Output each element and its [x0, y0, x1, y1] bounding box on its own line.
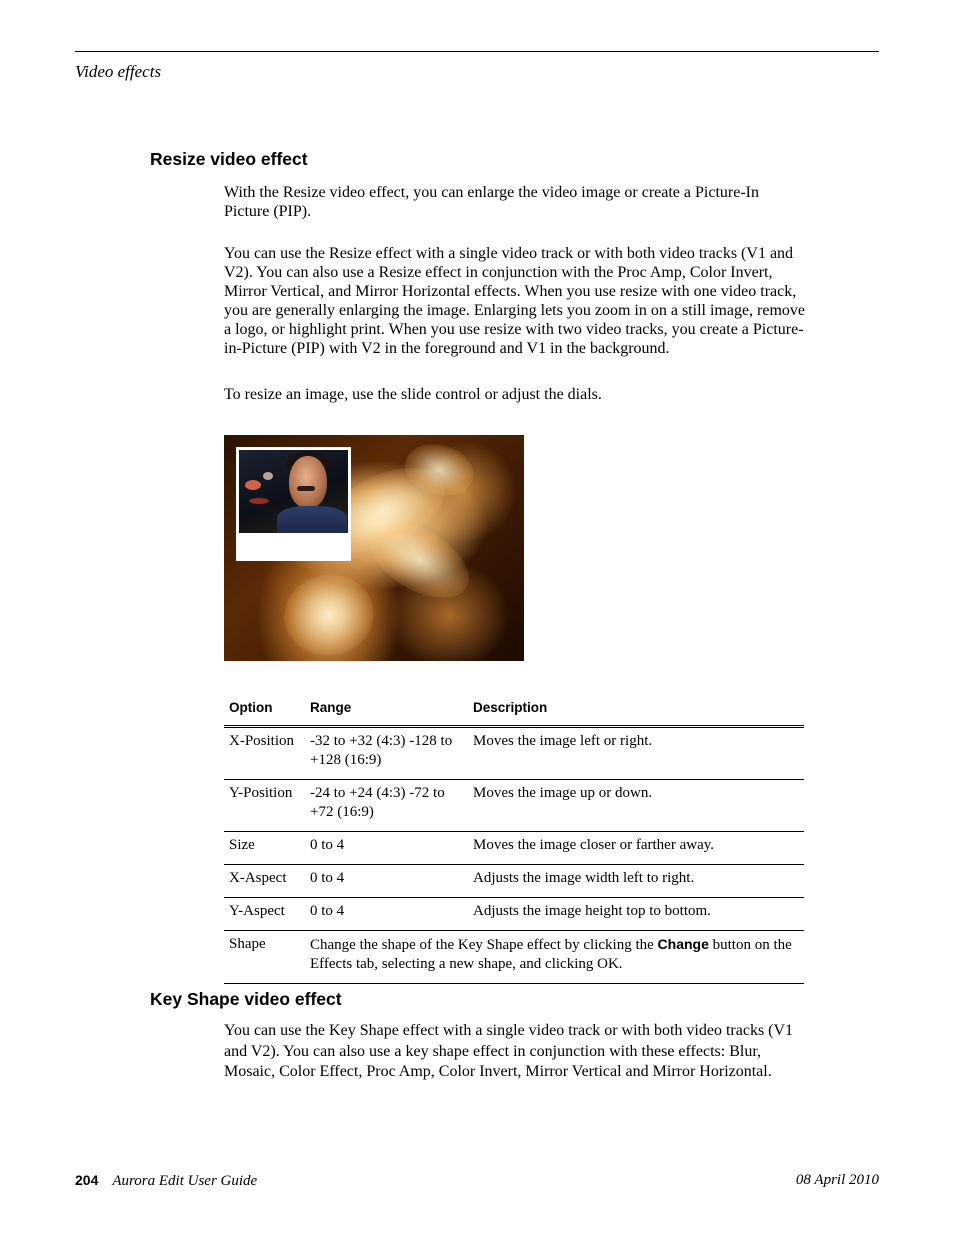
header-description: Description — [468, 692, 804, 727]
footer-left — [75, 1172, 257, 1190]
description-cell: Adjusts the image height top to bottom. — [468, 898, 804, 931]
option-cell: Size — [224, 832, 305, 865]
range-cell: 0 to 4 — [305, 832, 468, 865]
pip-inset-frame — [236, 447, 351, 561]
header-rule — [75, 51, 879, 52]
pip-inset-video — [239, 450, 348, 533]
running-header: Video effects — [75, 62, 162, 81]
header-option: Option — [224, 692, 305, 727]
table-row — [224, 832, 804, 865]
resize-instruction-paragraph: To resize an image, use the slide control or adjust the dials. — [224, 386, 602, 403]
pip-example-image — [224, 435, 524, 661]
resize-intro-paragraph: With the Resize video effect, you can enlarge the video image or create a Picture-In Picture (PIP). — [224, 184, 759, 220]
change-button-reference: Change — [657, 936, 709, 952]
option-cell: X-Position — [224, 727, 305, 780]
description-cell: Moves the image up or down. — [468, 780, 804, 832]
description-cell: Adjusts the image width left to right. — [468, 865, 804, 898]
shape-desc-after: button on the Effects tab, selecting a new shape, and clicking OK. — [310, 937, 792, 972]
table-row — [224, 727, 804, 780]
range-cell: -32 to +32 (4:3) -128 to +128 (16:9) — [305, 727, 468, 780]
option-cell: X-Aspect — [224, 865, 305, 898]
table-row-shape — [224, 931, 804, 984]
option-cell: Y-Position — [224, 780, 305, 832]
header-range: Range — [305, 692, 468, 727]
table-row — [224, 898, 804, 931]
page-number: 204 — [75, 1172, 99, 1188]
shape-description-cell — [305, 931, 804, 984]
table-row — [224, 780, 804, 832]
key-shape-heading: Key Shape video effect — [150, 989, 342, 1009]
footer-date: 08 April 2010 — [795, 1172, 879, 1188]
option-cell: Shape — [224, 931, 305, 984]
description-cell: Moves the image closer or farther away. — [468, 832, 804, 865]
guide-title: Aurora Edit User Guide — [112, 1173, 258, 1189]
description-cell: Moves the image left or right. — [468, 727, 804, 780]
shape-desc-before: Change the shape of the Key Shape effect by clicking the — [310, 937, 658, 953]
resize-usage-paragraph: You can use the Resize effect with a single video track or with both video tracks (V1 and V2). You can also use a Resize effect in conjunction with the Proc Amp, Color Invert, Mirror Vertical, and Mirror Horizontal effects. When you use resize with one video track, you are generally enlarging the image. Enlarging lets you zoom in on a still image, remove a logo, or highlight print. When you use resize with two video tracks, you create a Picture-in-Picture (PIP) with V2 in the foreground and V1 in the background. — [224, 245, 806, 357]
table-header-row — [224, 692, 804, 727]
range-cell: -24 to +24 (4:3) -72 to +72 (16:9) — [305, 780, 468, 832]
range-cell: 0 to 4 — [305, 898, 468, 931]
option-cell: Y-Aspect — [224, 898, 305, 931]
table-row — [224, 865, 804, 898]
resize-options-table — [224, 692, 804, 984]
key-shape-paragraph: You can use the Key Shape effect with a single video track or with both video tracks (V1 and V2). You can also use a key shape effect in conjunction with these effects: Blur, Mosaic, Color Effect, Proc Amp, Color Invert, Mirror Vertical and Mirror Horizontal. — [224, 1022, 794, 1080]
resize-heading: Resize video effect — [150, 149, 308, 169]
range-cell: 0 to 4 — [305, 865, 468, 898]
